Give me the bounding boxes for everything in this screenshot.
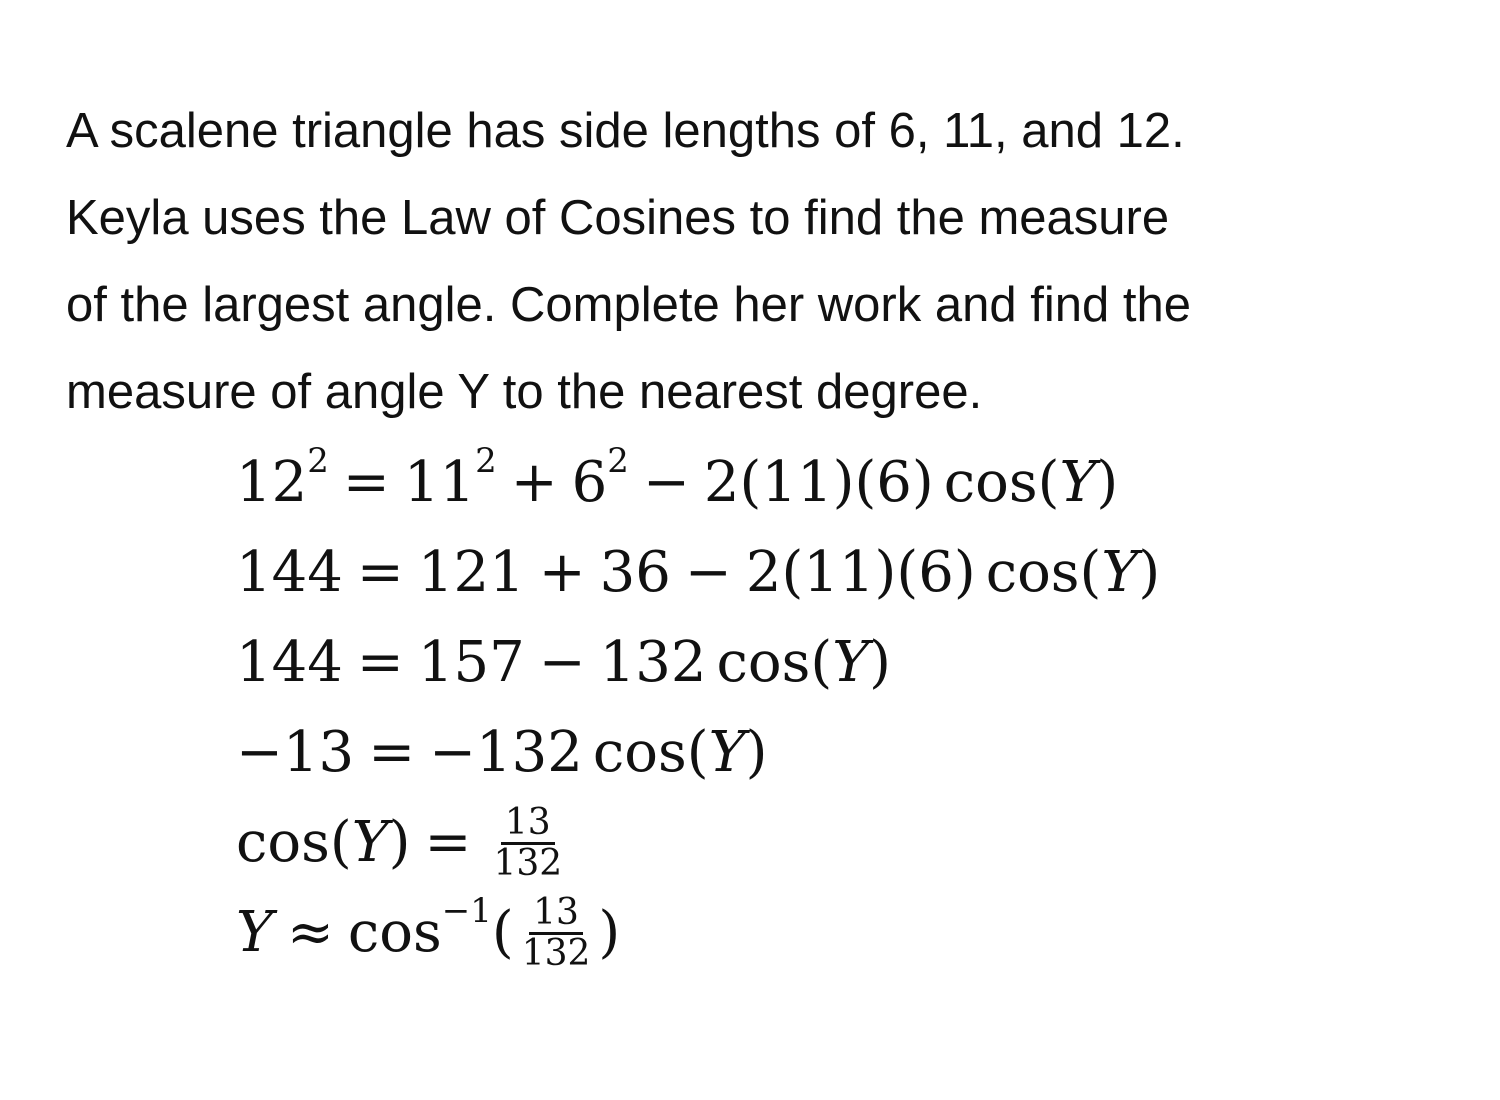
problem-line-2: Keyla uses the Law of Cosines to find the measure (66, 191, 1170, 245)
eq2-minus: − (684, 540, 732, 605)
eq3-term-1: 157 (417, 630, 525, 695)
eq4-coefficient: −132 (429, 720, 583, 785)
eq5-denominator: 132 (493, 842, 563, 884)
eq6-fraction (518, 891, 595, 974)
eq1-cos: cos (943, 450, 1038, 515)
eq3-open-paren: ( (810, 630, 833, 695)
eq5-open-paren: ( (329, 810, 352, 875)
problem-line-1: A scalene triangle has side lengths of 6, 11, and 12. (66, 104, 1185, 158)
eq1-open-paren: ( (1037, 450, 1060, 515)
eq3-lhs: 144 (236, 630, 343, 695)
eq3-cos: cos (716, 630, 811, 695)
eq2-variable: Y (1101, 540, 1139, 605)
eq6-numerator: 13 (529, 894, 583, 935)
equation-step-3 (236, 618, 1160, 708)
eq2-term-2: 36 (599, 540, 671, 605)
eq1-plus: + (510, 450, 558, 515)
eq6-open-paren: ( (491, 900, 514, 965)
equation-step-2 (236, 528, 1160, 618)
eq6-variable: Y (236, 900, 273, 965)
eq5-fraction (489, 801, 566, 884)
eq1-variable: Y (1059, 450, 1097, 515)
eq2-coefficient: 2(11)(6) (745, 540, 976, 605)
eq3-variable: Y (832, 630, 870, 695)
eq2-open-paren: ( (1079, 540, 1102, 605)
eq6-cos: cos (347, 900, 442, 965)
equation-step-4 (236, 708, 1160, 798)
eq5-numerator: 13 (501, 804, 555, 845)
problem-line-4: measure of angle Y to the nearest degree. (66, 365, 983, 419)
eq4-variable: Y (708, 720, 746, 785)
eq2-plus: + (538, 540, 586, 605)
eq1-b-exponent: 2 (475, 441, 497, 481)
eq4-cos: cos (592, 720, 687, 785)
eq4-open-paren: ( (686, 720, 709, 785)
eq1-c: 6 (571, 450, 608, 515)
eq2-lhs: 144 (236, 540, 343, 605)
eq3-minus: − (538, 630, 586, 695)
worked-solution (236, 438, 1160, 978)
eq5-variable: Y (351, 810, 389, 875)
eq1-a: 12 (236, 450, 308, 515)
eq6-approx: ≈ (286, 900, 334, 965)
problem-statement (66, 88, 1456, 436)
eq3-equals: = (356, 630, 404, 695)
eq6-denominator: 132 (521, 932, 591, 974)
equation-step-6 (236, 888, 1160, 978)
equation-law-of-cosines (236, 438, 1160, 528)
eq5-cos: cos (236, 810, 330, 875)
eq2-equals: = (356, 540, 404, 605)
eq2-cos: cos (985, 540, 1080, 605)
eq4-close-paren: ) (745, 720, 768, 785)
eq4-equals: = (368, 720, 416, 785)
eq6-inverse-exponent: −1 (441, 891, 492, 931)
eq6-close-paren: ) (598, 900, 621, 965)
eq5-close-paren: ) (388, 810, 411, 875)
eq2-term-1: 121 (417, 540, 525, 605)
eq3-coefficient: 132 (599, 630, 707, 695)
eq3-close-paren: ) (869, 630, 892, 695)
eq1-coefficient: 2(11)(6) (703, 450, 934, 515)
eq1-close-paren: ) (1096, 450, 1119, 515)
eq4-lhs: −13 (236, 720, 355, 785)
problem-line-3: of the largest angle. Complete her work and find the (66, 278, 1191, 332)
eq5-equals: = (424, 810, 472, 875)
eq1-c-exponent: 2 (607, 441, 629, 481)
eq2-close-paren: ) (1138, 540, 1161, 605)
eq1-b: 11 (403, 450, 476, 515)
eq1-a-exponent: 2 (307, 441, 329, 481)
eq1-equals: = (342, 450, 390, 515)
equation-step-5 (236, 798, 1160, 888)
eq1-minus: − (642, 450, 690, 515)
